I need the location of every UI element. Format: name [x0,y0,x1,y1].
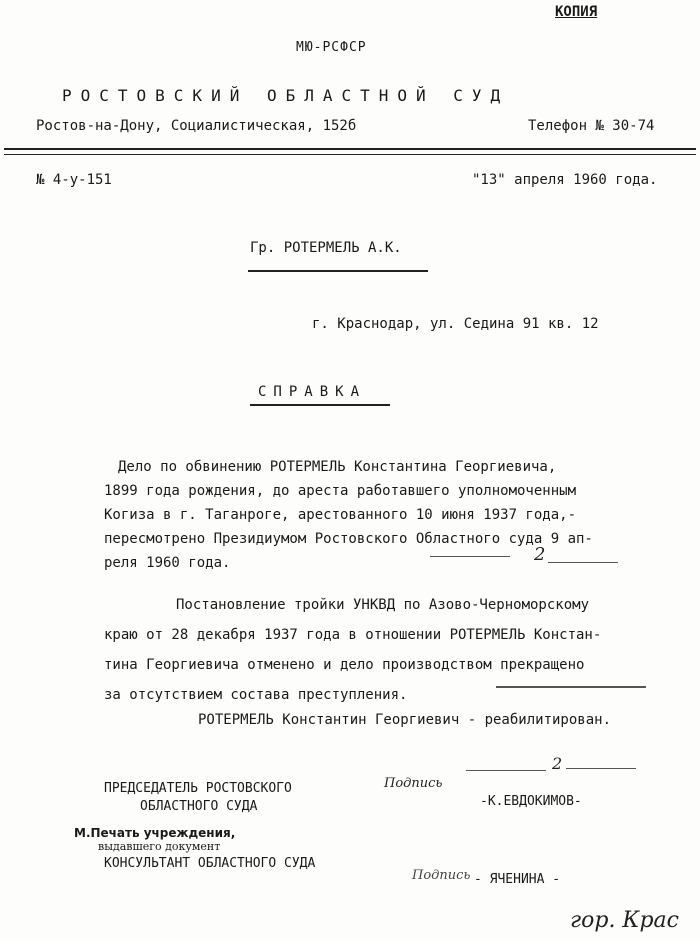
paragraph-2 [104,590,601,710]
handwritten-note: гор. Крас [570,908,679,933]
consultant-name: - ЯЧЕНИНА - [474,872,561,887]
document-date: "13" апреля 1960 года. [472,172,658,188]
recipient-address: г. Краснодар, ул. Седина 91 кв. 12 [312,316,599,332]
paragraph-line: реля 1960 года. [104,555,231,571]
stamp-label: М.Печать учреждения, [74,826,236,840]
filler-line [548,562,618,563]
paragraph-line: Дело по обвинению РОТЕРМЕЛЬ Константина Георгиевича, [118,459,557,475]
copy-stamp: КОПИЯ [555,4,598,20]
paragraph-1 [104,455,593,575]
filler-line [430,556,510,557]
paragraph-3: РОТЕРМЕЛЬ Константин Георгиевич - реабилитирован. [198,712,612,728]
title-underline [250,404,390,406]
margin-mark: 2 [552,754,563,773]
filler-line [496,686,646,688]
paragraph-line: тина Георгиевича отменено и дело производством прекращено [104,657,585,673]
court-name: РОСТОВСКИЙ ОБЛАСТНОЙ СУД [62,86,510,105]
filler-line [566,768,636,769]
margin-mark: 2 [534,544,546,565]
page-title: СПРАВКА [258,384,367,400]
paragraph-line: Когиза в г. Таганроге, арестованного 10 июня 1937 года,- [104,507,577,523]
paragraph-line: краю от 28 декабря 1937 года в отношении РОТЕРМЕЛЬ Констан- [104,627,602,643]
recipient-underline [248,270,428,272]
filler-line [466,770,546,771]
paragraph-line: пересмотрено Президиумом Ростовского Областного суда 9 ап- [104,531,593,547]
recipient-name: Гр. РОТЕРМЕЛЬ А.К. [250,240,402,256]
paragraph-line: за отсутствием состава преступления. [104,687,408,703]
chair-title [104,780,292,816]
stamp-sublabel: выдавшего документ [98,840,221,853]
court-address: Ростов-на-Дону, Социалистическая, 152б [36,118,357,134]
paragraph-line: Постановление тройки УНКВД по Азово-Черноморскому [176,597,590,613]
ministry-label: МЮ-РСФСР [296,40,367,55]
header-rule-bottom [4,154,696,155]
chair-title-line: ПРЕДСЕДАТЕЛЬ РОСТОВСКОГО [104,781,292,796]
chair-title-line: ОБЛАСТНОГО СУДА [140,799,258,814]
signature-label: Подпись [384,776,443,791]
signature-label: Подпись [412,868,471,883]
consultant-title: КОНСУЛЬТАНТ ОБЛАСТНОГО СУДА [104,856,316,871]
court-phone: Телефон № 30-74 [528,118,655,134]
document-number: № 4-у-151 [36,172,112,188]
paragraph-line: 1899 года рождения, до ареста работавшего уполномоченным [104,483,577,499]
chair-name: -К.ЕВДОКИМОВ- [480,794,582,809]
header-rule-top [4,148,696,150]
